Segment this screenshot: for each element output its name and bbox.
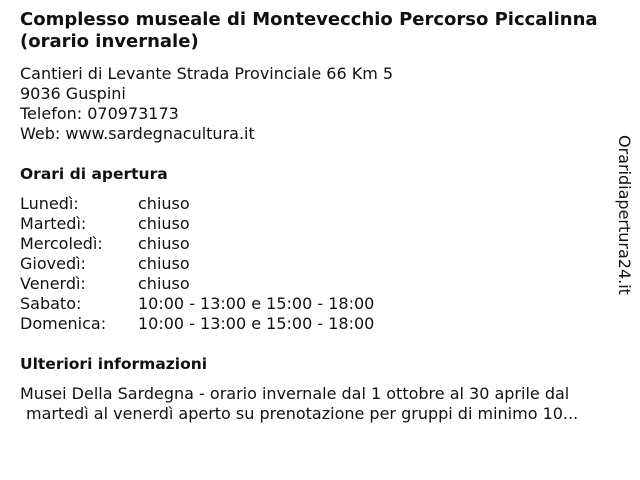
day-hours: chiuso [138, 274, 190, 293]
city: 9036 Guspini [20, 84, 126, 103]
hours-row-saturday [20, 294, 374, 314]
day-label: Sabato: [20, 294, 82, 313]
info-line: martedì al venerdì aperto su prenotazione per gruppi di minimo 10... [26, 404, 579, 423]
day-hours: chiuso [138, 234, 190, 253]
opening-hours-table [20, 194, 374, 334]
hours-row-friday [20, 274, 374, 294]
website: Web: www.sardegnacultura.it [20, 124, 255, 143]
opening-hours-heading: Orari di apertura [20, 165, 168, 183]
day-hours: chiuso [138, 214, 190, 233]
day-label: Lunedì: [20, 194, 79, 213]
day-label: Domenica: [20, 314, 107, 333]
day-hours: chiuso [138, 194, 190, 213]
day-hours: 10:00 - 13:00 e 15:00 - 18:00 [138, 314, 375, 333]
further-info-text [20, 384, 630, 424]
day-label: Mercoledì: [20, 234, 103, 253]
address-block [20, 64, 393, 144]
further-info-heading: Ulteriori informazioni [20, 355, 208, 373]
hours-row-monday [20, 194, 374, 214]
info-line: Musei Della Sardegna - orario invernale dal 1 ottobre al 30 aprile dal [20, 384, 570, 403]
day-hours: chiuso [138, 254, 190, 273]
day-hours: 10:00 - 13:00 e 15:00 - 18:00 [138, 294, 375, 313]
day-label: Venerdì: [20, 274, 86, 293]
hours-row-tuesday [20, 214, 374, 234]
hours-row-wednesday [20, 234, 374, 254]
hours-row-sunday [20, 314, 374, 334]
day-label: Giovedì: [20, 254, 86, 273]
page-title: Complesso museale di Montevecchio Percorso Piccalinna (orario invernale) [20, 9, 598, 52]
site-watermark: Oraridiapertura24.it [615, 135, 634, 295]
street-address: Cantieri di Levante Strada Provinciale 66 Km 5 [20, 64, 394, 83]
day-label: Martedì: [20, 214, 87, 233]
phone: Telefon: 070973173 [20, 104, 179, 123]
hours-row-thursday [20, 254, 374, 274]
